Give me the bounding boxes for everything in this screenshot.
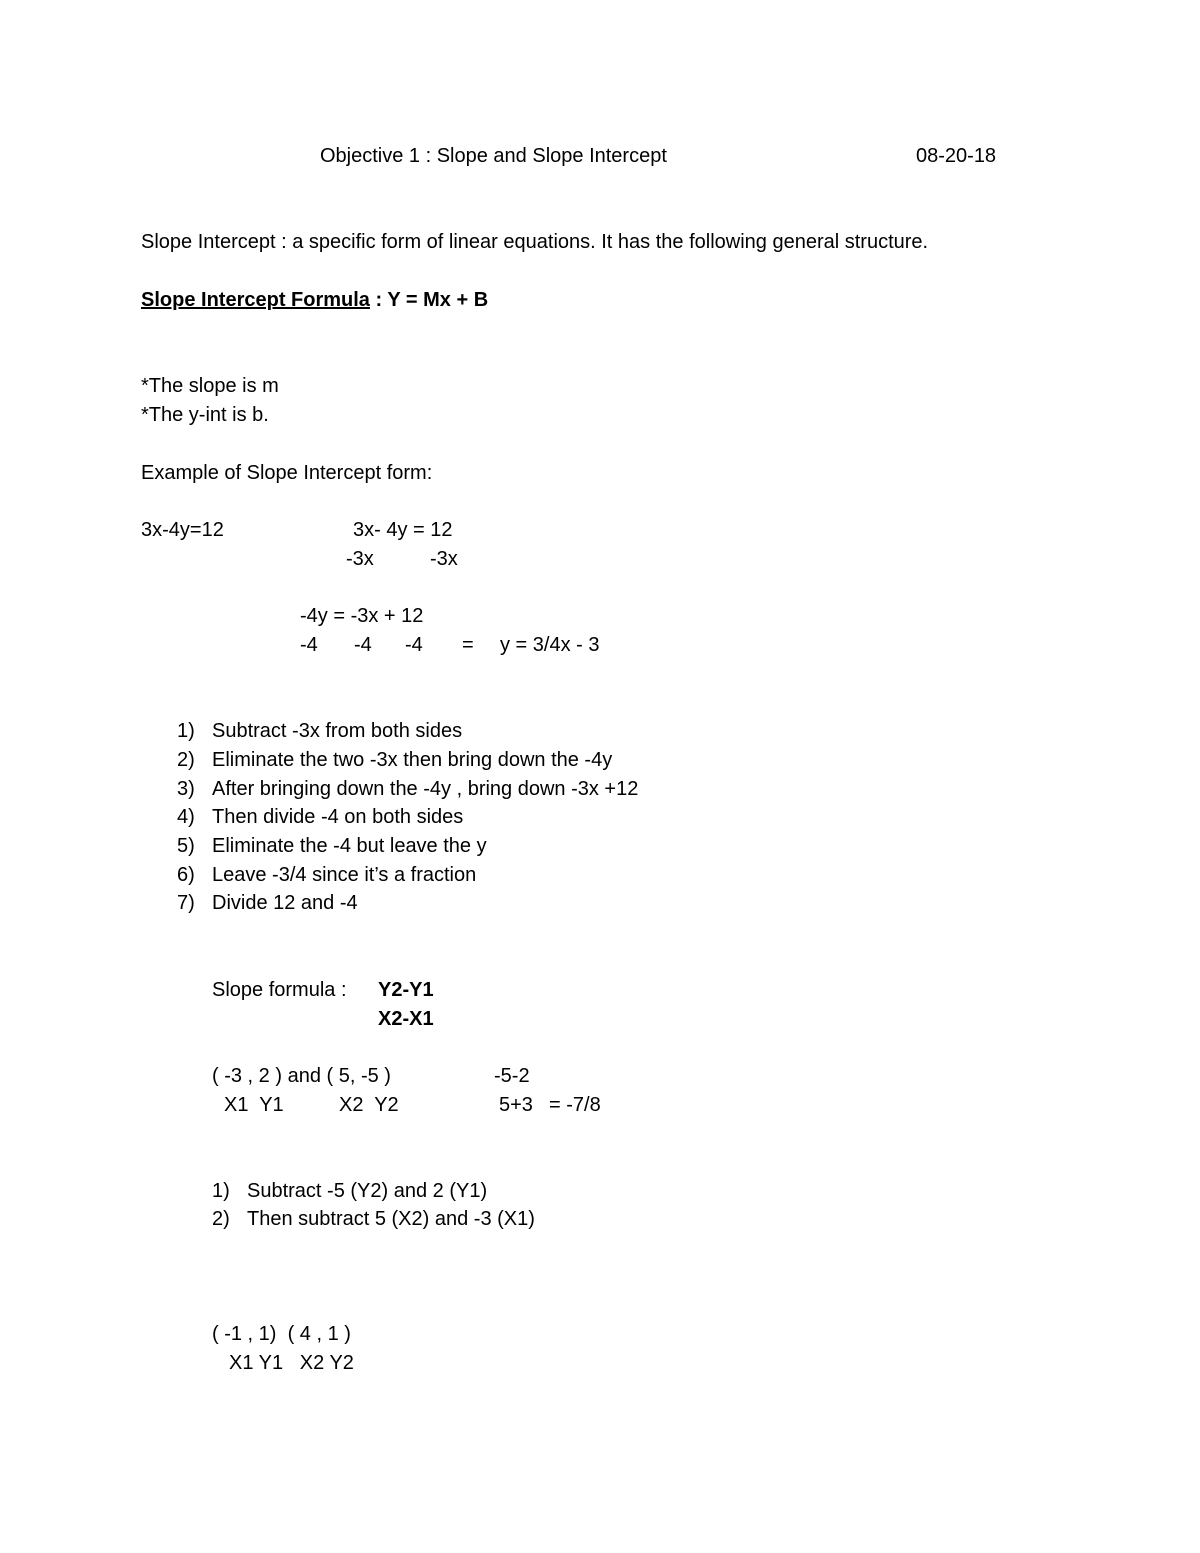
slope-formula-label: Slope formula :	[212, 979, 347, 1001]
slope-example-labels-1: X1 Y1	[224, 1094, 284, 1116]
step-text: Eliminate the two -3x then bring down the -4y	[212, 749, 613, 771]
note-yint: *The y-int is b.	[141, 404, 269, 426]
example-step-d-eq: =	[462, 634, 474, 656]
step-number: 1)	[177, 720, 195, 742]
step-number: 6)	[177, 864, 195, 886]
step-text: Then divide -4 on both sides	[212, 806, 464, 828]
example-step-d-2: -4	[354, 634, 372, 656]
step-text: Divide 12 and -4	[212, 892, 358, 914]
formula-separator: :	[369, 289, 388, 311]
slope-example-points: ( -3 , 2 ) and ( 5, -5 )	[212, 1065, 391, 1087]
second-example-points: ( -1 , 1) ( 4 , 1 )	[212, 1323, 351, 1345]
example-heading: Example of Slope Intercept form:	[141, 462, 433, 484]
slope-example-labels-2: X2 Y2	[339, 1094, 399, 1116]
example-step-a: 3x- 4y = 12	[353, 519, 453, 541]
step-text: Subtract -3x from both sides	[212, 720, 463, 742]
step-number: 5)	[177, 835, 195, 857]
note-slope: *The slope is m	[141, 375, 279, 397]
step-text: Eliminate the -4 but leave the y	[212, 835, 487, 857]
step-text: Leave -3/4 since it’s a fraction	[212, 864, 477, 886]
definition-text: Slope Intercept : a specific form of linear equations. It has the following general structure.	[141, 231, 929, 253]
example-original: 3x-4y=12	[141, 519, 224, 541]
example-step-d-3: -4	[405, 634, 423, 656]
slope-example-denominator: 5+3	[499, 1094, 533, 1116]
step-text: After bringing down the -4y , bring down -3x +12	[212, 778, 639, 800]
slope-step-text: Subtract -5 (Y2) and 2 (Y1)	[247, 1180, 488, 1202]
example-step-d-result: y = 3/4x - 3	[500, 634, 600, 656]
slope-formula-denominator: X2-X1	[378, 1008, 434, 1030]
slope-step-number: 1)	[212, 1180, 230, 1202]
step-number: 7)	[177, 892, 195, 914]
page-title: Objective 1 : Slope and Slope Intercept	[320, 145, 667, 167]
step-number: 3)	[177, 778, 195, 800]
slope-step-text: Then subtract 5 (X2) and -3 (X1)	[247, 1208, 535, 1230]
formula-line	[141, 290, 488, 310]
slope-step-number: 2)	[212, 1208, 230, 1230]
slope-example-result: = -7/8	[549, 1094, 601, 1116]
formula-label: Slope Intercept Formula	[141, 289, 370, 311]
slope-example-numerator: -5-2	[494, 1065, 530, 1087]
second-example-labels: X1 Y1 X2 Y2	[229, 1352, 354, 1374]
slope-formula-numerator: Y2-Y1	[378, 979, 434, 1001]
example-step-c: -4y = -3x + 12	[300, 605, 424, 627]
example-step-b-left: -3x	[346, 548, 374, 570]
example-step-d-1: -4	[300, 634, 318, 656]
formula-equation: Y = Mx + B	[387, 289, 489, 311]
page-date: 08-20-18	[916, 145, 997, 167]
step-number: 2)	[177, 749, 195, 771]
example-step-b-right: -3x	[430, 548, 458, 570]
step-number: 4)	[177, 806, 195, 828]
